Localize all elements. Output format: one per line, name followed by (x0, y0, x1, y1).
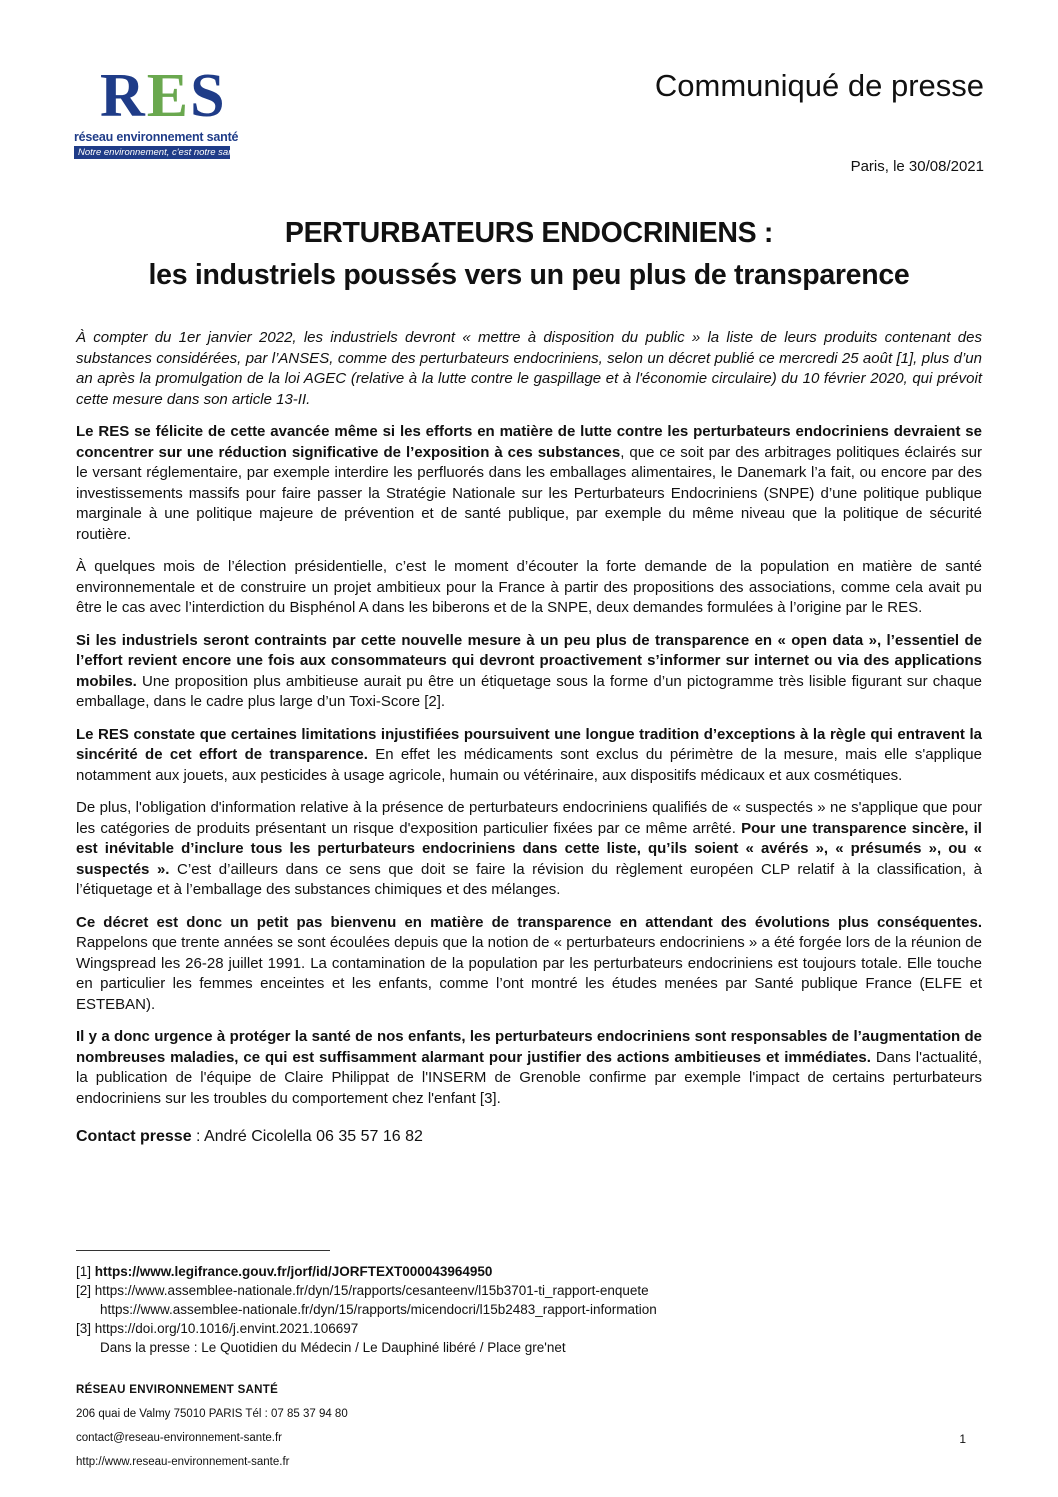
logo-letter-e: E (146, 62, 189, 130)
paragraph-7-text: Dans l'actualité, la publication de l'équipe de Claire Philippat de l'INSERM de Grenoble confirme par exemple l'impact de certains perturbateurs endocriniens sur les troubles du comportement chez l'enfant [3]. (76, 1048, 982, 1107)
paragraph-1 (76, 422, 982, 545)
logo-tagline: Notre environnement, c'est notre santé (74, 146, 230, 159)
footnote-3-ref: [3] (76, 1321, 92, 1336)
paragraph-3 (76, 631, 982, 713)
res-logo-letters (74, 62, 234, 130)
paragraph-4-bold: Le RES constate que certaines limitations injustifiées poursuivent une longue tradition d’exceptions à la règle qui entravent la sincérité de cet effort de transparence. (76, 725, 982, 763)
footnote-3-link[interactable]: https://doi.org/10.1016/j.envint.2021.106697 (94, 1321, 359, 1336)
document-date: Paris, le 30/08/2021 (850, 158, 984, 175)
page-title (60, 212, 998, 296)
page-number: 1 (959, 1432, 966, 1446)
paragraph-6-bold: Ce décret est donc un petit pas bienvenu en matière de transparence en attendant des évolutions plus conséquentes. (76, 913, 982, 931)
footnote-2 (76, 1281, 982, 1300)
paragraph-7 (76, 1027, 982, 1109)
footnote-1-link[interactable]: https://www.legifrance.gouv.fr/jorf/id/JORFTEXT000043964950 (94, 1264, 493, 1279)
logo-letter-r: R (100, 62, 145, 130)
footer-email[interactable]: contact@reseau-environnement-sante.fr (76, 1432, 283, 1444)
paragraph-5-bold: Pour une transparence sincère, il est inévitable d’inclure tous les perturbateurs endocriniens dans cette liste, qu’ils soient « avérés », « présumés », ou « suspectés ». (76, 819, 982, 878)
paragraph-5-text: C’est d’ailleurs dans ce sens que doit se faire la révision du règlement européen CLP relatif à la classification, à l’étiquetage et à l’emballage des substances chimiques et des mélanges. (76, 860, 982, 898)
paragraph-4-text: En effet les médicaments sont exclus du périmètre de la mesure, mais elle s'applique notamment aux jouets, aux pesticides à usage agricole, humain ou vétérinaire, aux dispositifs médicaux et aux cosmétiques. (76, 746, 982, 784)
document-type: Communiqué de presse (654, 68, 984, 103)
footnote-separator (76, 1250, 330, 1251)
footnote-2-ref: [2] (76, 1283, 92, 1298)
paragraph-4 (76, 725, 982, 787)
footnote-3-press: Dans la presse : Le Quotidien du Médecin / Le Dauphiné libéré / Place gre'net (100, 1340, 566, 1355)
intro-paragraph: À compter du 1er janvier 2022, les industriels devront « mettre à disposition du public » la liste de leurs produits contenant des substances considérées, par l’ANSES, comme des perturbateurs endocriniens, selon un décret publié ce mercredi 25 août [1], plus d’un an après la promulgation de la loi AGEC (relative à la lutte contre le gaspillage et à l'économie circulaire) du 10 février 2020, qui prévoit cette mesure dans son article 13-II. (76, 329, 982, 408)
footnotes (76, 1262, 982, 1357)
paragraph-1-text: , que ce soit par des arbitrages politiques éclairés sur le versant réglementaire, par exemple interdire les perfluorés dans les emballages alimentaires, le Danemark l’a fait, ou encore par des investissements massifs pour faire passer la Stratégie Nationale sur les Perturbateurs Endocriniens (SNPE) d’une politique publique marginale à une politique majeure de prévention et de santé publique, par exemple du même niveau que la politique de sécurité routière. (76, 443, 982, 543)
paragraph-5 (76, 798, 982, 901)
title-line-1: PERTURBATEURS ENDOCRINIENS : (284, 217, 774, 249)
paragraph-7-bold: Il y a donc urgence à protéger la santé de nos enfants, les perturbateurs endocriniens sont responsables de l’augmentation de nombreuses maladies, ce qui est suffisamment alarmant pour justifier des actions ambitieuses et immédiates. (76, 1028, 982, 1066)
press-contact-label: Contact presse (76, 1128, 192, 1145)
paragraph-3-text: Une proposition plus ambitieuse aurait pu être un étiquetage sous la forme d’un pictogramme très lisible figurant sur chaque emballage, dans le cadre plus large d’un Toxi-Score [2]. (76, 672, 982, 710)
paragraph-3-bold: Si les industriels seront contraints par cette nouvelle mesure à un peu plus de transparence en « open data », l’essentiel de l’effort revient encore une fois aux consommateurs qui devront proactivement s’informer sur internet ou via des applications mobiles. (76, 631, 982, 690)
paragraph-2: À quelques mois de l’élection présidentielle, c’est le moment d’écouter la forte demande de la population en matière de santé environnementale et de construire un projet ambitieux pour la France à partir des propositions des associations, comme cela avait pu être le cas avec l’interdiction du Bisphénol A dans les biberons et de la SNPE, deux demandes formulées à l’origine par le RES. (76, 558, 982, 616)
footnote-3 (76, 1319, 982, 1338)
footer-website[interactable]: http://www.reseau-environnement-sante.fr (76, 1456, 290, 1468)
logo-letter-s: S (190, 62, 225, 130)
paragraph-5-start: De plus, l'obligation d'information relative à la présence de perturbateurs endocriniens qualifiés de « suspectés » ne s'applique que pour les catégories de produits présentant un risque d'exposition particulier fixées par ce même arrêté. (76, 799, 982, 837)
paragraph-6-text: Rappelons que trente années se sont écoulées depuis que la notion de « perturbateurs endocriniens » a été forgée lors de la réunion de Wingspread les 26-28 juillet 1991. La contamination de la population par les perturbateurs endocriniens est toujours totale. Elle touche en particulier les femmes enceintes et les enfants, comme l’ont montré les études menées par Santé publique France (ELFE et ESTEBAN). (76, 934, 982, 1013)
paragraph-6 (76, 913, 982, 1016)
footer-organization: RÉSEAU ENVIRONNEMENT SANTÉ (76, 1384, 279, 1396)
press-contact-value: : André Cicolella 06 35 57 16 82 (191, 1128, 423, 1145)
footnote-1-ref: [1] (76, 1264, 92, 1279)
footnote-2-link-1[interactable]: https://www.assemblee-nationale.fr/dyn/15/rapports/cesanteenv/l15b3701-ti_rapport-enquete (94, 1283, 649, 1298)
body-content (76, 328, 982, 1160)
paragraph-1-bold: Le RES se félicite de cette avancée même si les efforts en matière de lutte contre les perturbateurs endocriniens devraient se concentrer sur une réduction significative de l’exposition à ces substances (76, 423, 982, 461)
page-footer (76, 1378, 348, 1474)
res-logo (74, 62, 242, 164)
footnote-2-link-2[interactable]: https://www.assemblee-nationale.fr/dyn/15/rapports/micendocri/l15b2483_rapport-information (100, 1302, 657, 1317)
logo-subtitle: réseau environnement santé (74, 130, 239, 144)
footnote-1 (76, 1262, 982, 1281)
title-line-2: les industriels poussés vers un peu plus de transparence (148, 259, 910, 291)
press-contact (76, 1127, 982, 1148)
footer-address: 206 quai de Valmy 75010 PARIS Tél : 07 85 37 94 80 (76, 1408, 348, 1420)
